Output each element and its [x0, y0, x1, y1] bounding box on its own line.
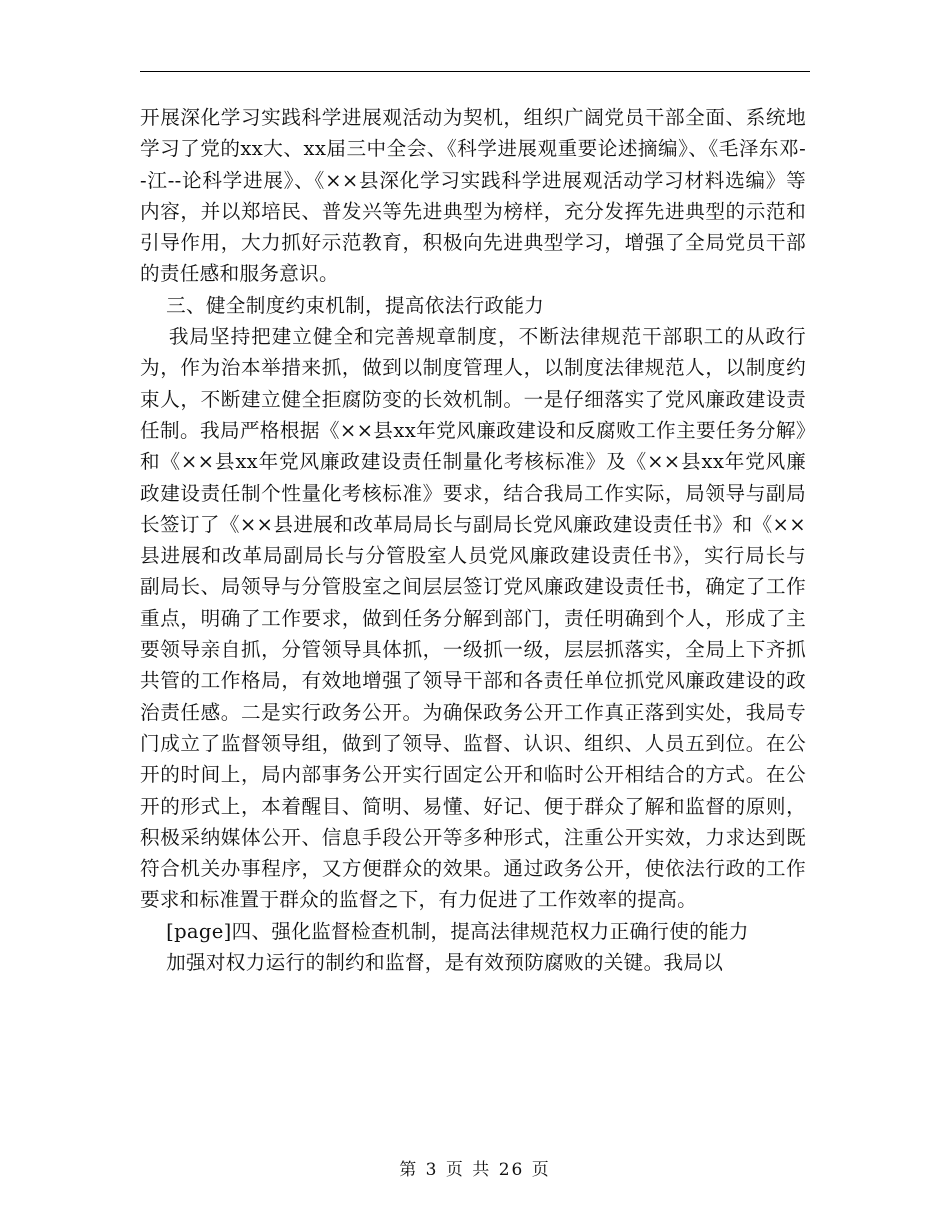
header-rule: [140, 71, 810, 72]
section-heading-3: 三、健全制度约束机制，提高依法行政能力: [140, 293, 545, 317]
paragraph-section-3: 我局坚持把建立健全和完善规章制度，不断法律规范干部职工的从政行为，作为治本举措来抓，做到以制度管理人，以制度法律规范人，以制度约束人，不断建立健全拒腐防变的长效机制。一是仔细落实了党风廉政建设责任制。我局严格根据《××县xx年党风廉政建设和反腐败工作主要任务分解》和《××县xx年党风廉政建设责任制量化考核标准》及《××县xx年党风廉政建设责任制个性量化考核标准》要求，结合我局工作实际，局领导与副局长签订了《××县进展和改革局局长与副局长党风廉政建设责任书》和《××县进展和改革局副局长与分管股室人员党风廉政建设责任书》，实行局长与副局长、局领导与分管股室之间层层签订党风廉政建设责任书，确定了工作重点，明确了工作要求，做到任务分解到部门，责任明确到个人，形成了主要领导亲自抓，分管领导具体抓，一级抓一级，层层抓落实，全局上下齐抓共管的工作格局，有效地增强了领导干部和各责任单位抓党风廉政建设的政治责任感。二是实行政务公开。为确保政务公开工作真正落到实处，我局专门成立了监督领导组，做到了领导、监督、认识、组织、人员五到位。在公开的时间上，局内部事务公开实行固定公开和临时公开相结合的方式。在公开的形式上，本着醒目、简明、易懂、好记、便于群众了解和监督的原则，积极采纳媒体公开、信息手段公开等多种形式，注重公开实效，力求达到既符合机关办事程序，又方便群众的效果。通过政务公开，使依法行政的工作要求和标准置于群众的监督之下，有力促进了工作效率的提高。: [140, 325, 806, 912]
paragraph-continuation: 开展深化学习实践科学进展观活动为契机，组织广阔党员干部全面、系统地学习了党的xx大、xx届三中全会、《科学进展观重要论述摘编》、《毛泽东邓--江--论科学进展》、《××县深化学习实践科学进展观活动学习材料选编》等内容，并以郑培民、普发兴等先进典型为榜样，充分发挥先进典型的示范和引导作用，大力抓好示范教育，积极向先进典型学习，增强了全局党员干部的责任感和服务意识。: [140, 106, 806, 286]
page-footer: 第 3 页 共 26 页: [399, 1160, 551, 1180]
document-body: [140, 102, 806, 978]
section-heading-4: [page]四、强化监督检查机制，提高法律规范权力正确行使的能力: [140, 919, 749, 943]
paragraph-section-4: 加强对权力运行的制约和监督，是有效预防腐败的关键。我局以: [140, 951, 724, 975]
